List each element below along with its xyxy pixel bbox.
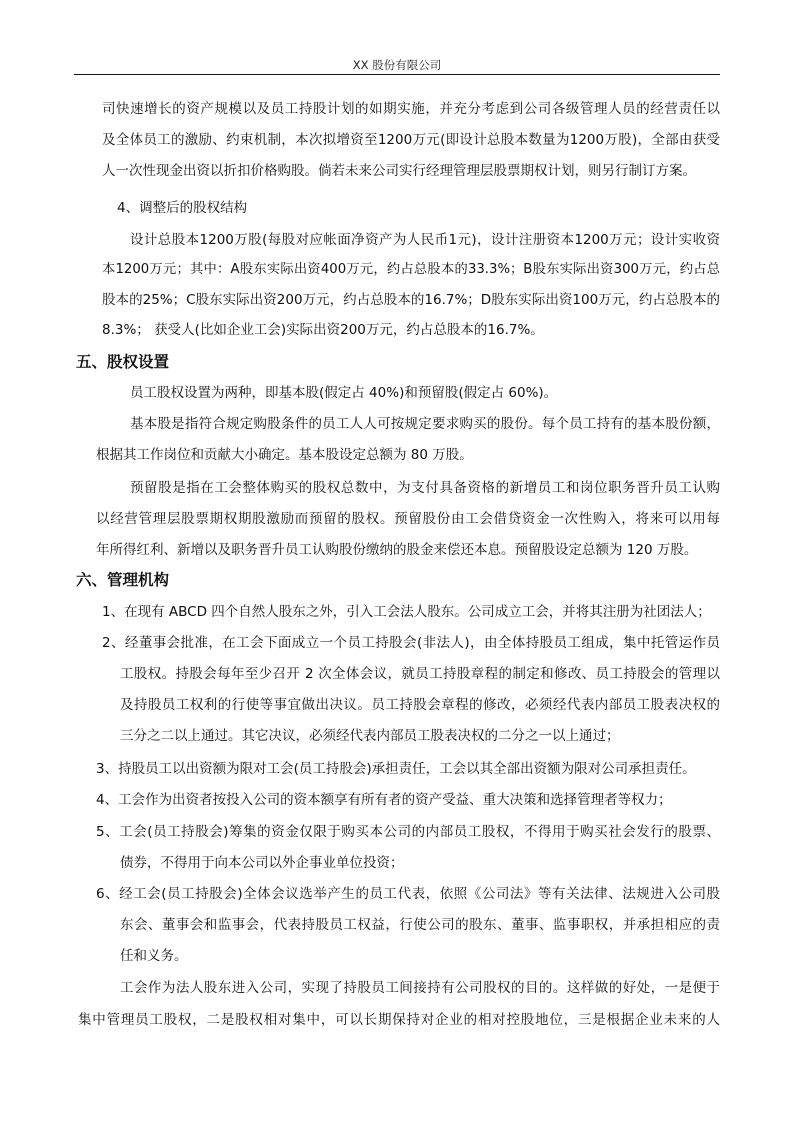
management-item-6-cont-2: 任和义务。: [120, 948, 188, 964]
section5-line-3: 根据其工作岗位和贡献大小确定。基本股设定总额为 80 万股。: [96, 447, 473, 463]
management-item-3: 3、持股员工以出资额为限对工会(员工持股会)承担责任，工会以其全部出资额为限对公司承担责任。: [96, 761, 696, 777]
management-item-4: 4、工会作为出资者按投入公司的资本额享有所有者的资产受益、重大决策和选择管理者等权力；: [96, 792, 672, 808]
subsection-heading-equity-structure: 4、调整后的股权结构: [117, 200, 248, 216]
management-item-6-cont-1: 东会、董事会和监事会，代表持股员工权益，行使公司的股东、董事、监事职权，并承担相应的责: [120, 917, 720, 933]
page-header: XX 股份有限公司: [352, 58, 442, 72]
structure-line-2: 本1200万元；其中：A股东实际出资400万元，约占总股本的33.3%；B股东实际出资300万元，约占总: [102, 262, 720, 277]
section5-line-2: 基本股是指符合规定购股条件的员工人人可按规定要求购买的股份。每个员工持有的基本股份额，: [130, 416, 720, 432]
management-item-2-cont-3: 三分之二以上通过。其它决议，必须经代表内部员工股表决权的二分之一以上通过；: [120, 728, 620, 744]
management-item-2: 2、经董事会批准，在工会下面成立一个员工持股会(非法人)，由全体持股员工组成，集中托管运作员: [102, 635, 720, 651]
management-item-5: 5、工会(员工持股会)筹集的资金仅限于购买本公司的内部员工股权，不得用于购买社会发行的股票、: [96, 824, 720, 840]
section5-line-1: 员工股权设置为两种，即基本股(假定占 40%)和预留股(假定占 60%)。: [130, 385, 558, 401]
management-item-5-cont: 债券，不得用于向本公司以外企事业单位投资；: [120, 855, 404, 871]
management-item-2-cont-1: 工股权。持股会每年至少召开 2 次全体会议，就员工持股章程的制定和修改、员工持股会的管理以: [120, 666, 720, 682]
section5-line-6: 年所得红利、新增以及职务晋升员工认购股份缴纳的股金来偿还本息。预留股设定总额为 120 万股。: [96, 542, 698, 558]
closing-line-2: 集中管理员工股权，二是股权相对集中，可以长期保持对企业的相对控股地位，三是根据企业未来的人: [78, 1012, 720, 1028]
management-item-2-cont-2: 及持股员工权利的行使等事宜做出决议。员工持股会章程的修改，必须经代表内部员工股表决权的: [120, 697, 720, 713]
section5-line-5: 以经营管理层股票期权期股激励而预留的股权。预留股份由工会借贷资金一次性购入，将来可以用每: [96, 511, 720, 527]
management-item-1: 1、在现有 ABCD 四个自然人股东之外，引入工会法人股东。公司成立工会，并将其注册为社团法人；: [102, 604, 711, 620]
structure-line-4: 8.3%； 获受人(比如企业工会)实际出资200万元，约占总股本的16.7%。: [102, 322, 544, 338]
intro-line-1: 司快速增长的资产规模以及员工持股计划的如期实施，并充分考虑到公司各级管理人员的经营责任以: [102, 101, 720, 117]
header-divider: [74, 74, 720, 75]
structure-line-3: 股本的25%；C股东实际出资200万元，约占总股本的16.7%；D股东实际出资100万元，约占总股本的: [102, 292, 720, 308]
management-item-6: 6、经工会(员工持股会)全体会议选举产生的员工代表，依照《公司法》等有关法律、法规进入公司股: [96, 886, 720, 902]
section5-line-4: 预留股是指在工会整体购买的股权总数中，为支付具备资格的新增员工和岗位职务晋升员工认购: [130, 480, 720, 496]
intro-line-3: 人一次性现金出资以折扣价格购股。倘若未来公司实行经理管理层股票期权计划，则另行制订方案。: [102, 163, 696, 179]
intro-line-2: 及全体员工的激励、约束机制，本次拟增资至1200万元(即设计总股本数量为1200万股)，全部由获受: [102, 132, 720, 148]
closing-line-1: 工会作为法人股东进入公司，实现了持股员工间接持有公司股权的目的。这样做的好处，一是便于: [120, 980, 720, 996]
section-heading-equity-setup: 五、股权设置: [76, 353, 170, 371]
structure-line-1: 设计总股本1200万股(每股对应帐面净资产为人民币1元)，设计注册资本1200万元；设计实收资: [130, 232, 720, 248]
section-heading-management: 六、管理机构: [76, 571, 170, 589]
